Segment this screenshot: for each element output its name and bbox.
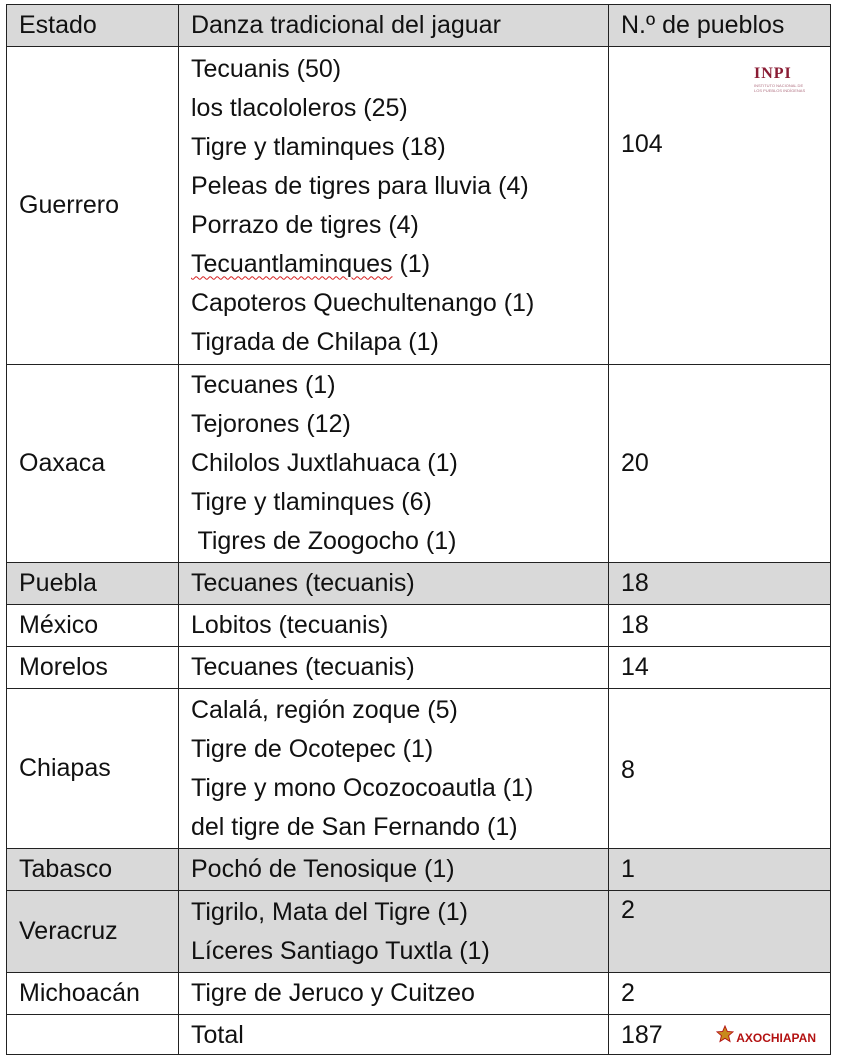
- danza-cell: [179, 891, 609, 973]
- jaguar-dances-table: [6, 4, 831, 1055]
- table-row: [7, 647, 831, 689]
- danza-item: del tigre de San Fernando (1): [191, 812, 518, 841]
- total-estado-cell: [7, 1015, 179, 1055]
- pueblos-value: 2: [621, 896, 635, 924]
- pueblos-cell: 18: [609, 605, 831, 647]
- danza-item: Tejorones (12): [191, 410, 351, 438]
- danza-item: Tecuanes (1): [191, 371, 336, 399]
- table-header-row: [7, 5, 831, 47]
- danza-item: Tigres de Zoogocho (1): [191, 527, 457, 555]
- danza-item: Tigre y mono Ocozocoautla (1): [191, 773, 534, 802]
- danza-item: Chilolos Juxtlahuaca (1): [191, 449, 458, 477]
- inpi-logo: [754, 65, 808, 93]
- danza-item: Tigre y tlaminques (18): [191, 132, 446, 161]
- danza-cell: [179, 47, 609, 365]
- star-logo-icon: [716, 1025, 734, 1043]
- estado-cell: México: [7, 605, 179, 647]
- danza-item: Capoteros Quechultenango (1): [191, 288, 535, 317]
- table-row: [7, 605, 831, 647]
- pueblos-cell: [609, 891, 831, 973]
- estado-cell: Veracruz: [7, 891, 179, 973]
- estado-cell: Chiapas: [7, 689, 179, 849]
- danza-item: Porrazo de tigres (4): [191, 210, 419, 239]
- danza-cell: [179, 365, 609, 563]
- danza-cell: Tecuanes (tecuanis): [179, 563, 609, 605]
- pueblos-value: 8: [621, 756, 635, 784]
- axochiapan-logo: [716, 1017, 816, 1051]
- table-row: [7, 891, 831, 973]
- danza-cell: Tigre de Jeruco y Cuitzeo: [179, 973, 609, 1015]
- inpi-logo-text: INPI: [754, 65, 792, 82]
- estado-cell: Tabasco: [7, 849, 179, 891]
- table-row: [7, 689, 831, 849]
- danza-cell: Lobitos (tecuanis): [179, 605, 609, 647]
- danza-item: Tigre y tlaminques (6): [191, 488, 432, 516]
- pueblos-cell: [609, 47, 831, 365]
- pueblos-cell: 18: [609, 563, 831, 605]
- estado-cell: Oaxaca: [7, 365, 179, 563]
- estado-cell: Puebla: [7, 563, 179, 605]
- table-row: [7, 849, 831, 891]
- table-row: [7, 563, 831, 605]
- total-row: [7, 1015, 831, 1055]
- header-danza: Danza tradicional del jaguar: [179, 5, 609, 47]
- inpi-logo-subtext: INSTITUTO NACIONAL DE LOS PUEBLOS INDÍGENAS: [754, 83, 806, 93]
- estado-cell: Morelos: [7, 647, 179, 689]
- estado-cell: Michoacán: [7, 973, 179, 1015]
- danza-cell: Pochó de Tenosique (1): [179, 849, 609, 891]
- table-row: [7, 47, 831, 365]
- danza-item: Líceres Santiago Tuxtla (1): [191, 936, 490, 965]
- total-label: Total: [179, 1015, 609, 1055]
- pueblos-cell: [609, 689, 831, 849]
- danza-item: Calalá, región zoque (5): [191, 695, 458, 724]
- danza-cell: [179, 689, 609, 849]
- danza-cell: Tecuanes (tecuanis): [179, 647, 609, 689]
- danza-item: Tigre de Ocotepec (1): [191, 734, 434, 763]
- pueblos-cell: 1: [609, 849, 831, 891]
- header-estado: Estado: [7, 5, 179, 47]
- pueblos-cell: 20: [609, 365, 831, 563]
- total-pueblos-cell: [609, 1015, 831, 1055]
- table-row: [7, 365, 831, 563]
- danza-item: Tecuantlaminques (1): [191, 249, 431, 278]
- axochiapan-logo-text: AXOCHIAPAN: [736, 1031, 816, 1045]
- pueblos-value: 104: [621, 130, 663, 158]
- total-value: 187: [621, 1020, 663, 1049]
- danza-item: Tecuanis (50): [191, 54, 342, 83]
- table-row: [7, 973, 831, 1015]
- estado-cell: Guerrero: [7, 47, 179, 365]
- danza-item: Tigrada de Chilapa (1): [191, 327, 439, 356]
- danza-item: Peleas de tigres para lluvia (4): [191, 171, 529, 200]
- header-pueblos: N.º de pueblos: [609, 5, 831, 47]
- danza-item: Tigrilo, Mata del Tigre (1): [191, 897, 468, 926]
- pueblos-cell: 2: [609, 973, 831, 1015]
- pueblos-cell: 14: [609, 647, 831, 689]
- danza-item: los tlacololeros (25): [191, 93, 408, 122]
